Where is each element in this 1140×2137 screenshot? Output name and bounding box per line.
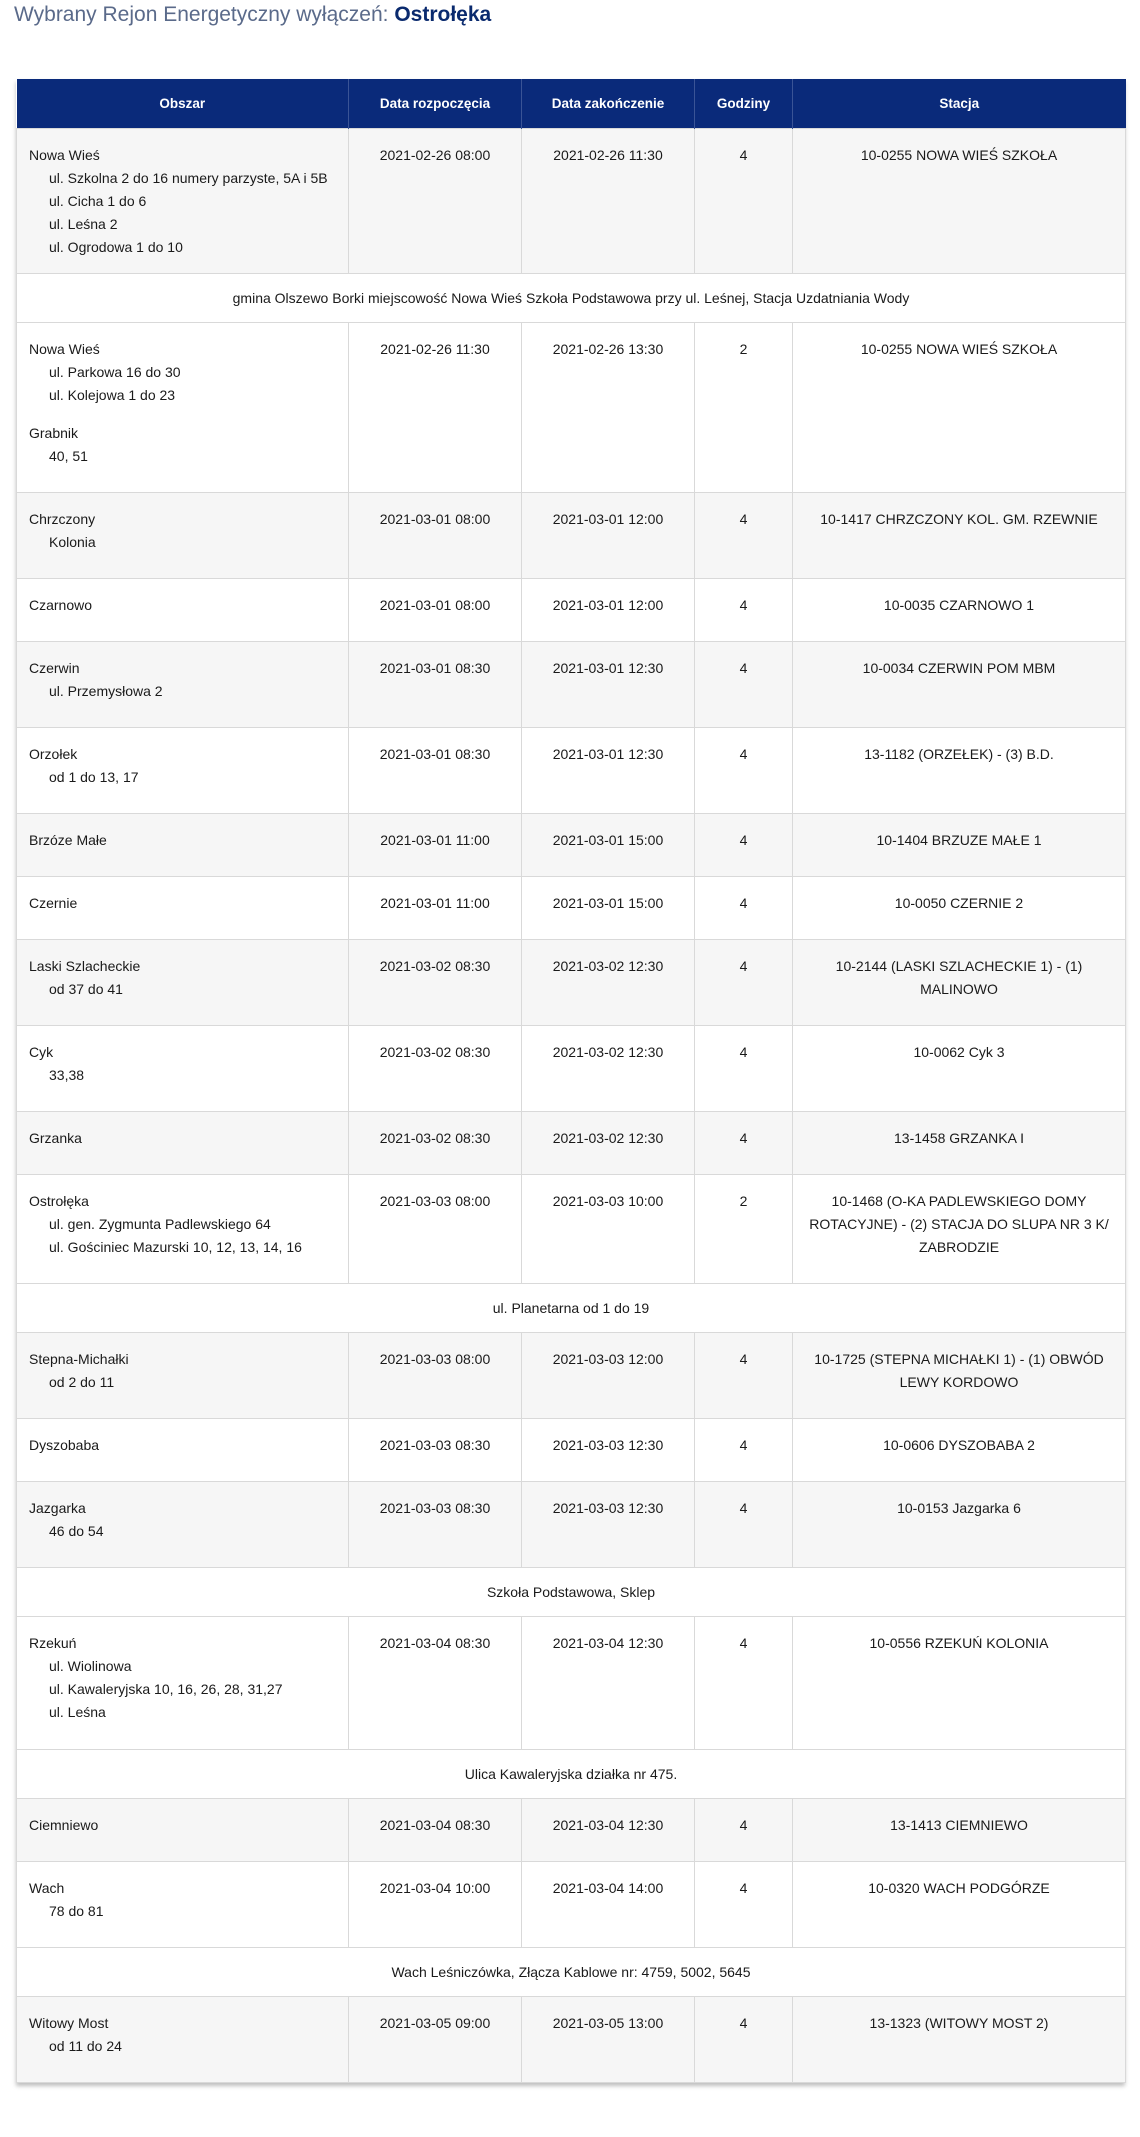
start-date-cell: 2021-02-26 11:30 [349,323,522,493]
header-station: Stacja [793,79,1126,129]
area-cell [17,493,349,579]
header-end-date: Data zakończenie [522,79,695,129]
area-cell [17,1026,349,1112]
station-cell: 13-1182 (ORZEŁEK) - (3) B.D. [793,728,1126,814]
area-detail: Kolonia [49,534,96,550]
area-place: Orzołek [29,746,78,762]
table-row [17,1175,1126,1284]
end-date-cell: 2021-03-01 12:30 [522,728,695,814]
end-date-cell: 2021-03-04 12:30 [522,1617,695,1750]
table-row [17,579,1126,642]
area-place: Nowa Wieś [29,147,100,163]
note-cell: Ulica Kawaleryjska działka nr 475. [17,1750,1126,1799]
start-date-cell: 2021-03-01 08:30 [349,642,522,728]
area-detail: ul. Kolejowa 1 do 23 [49,387,176,403]
start-date-cell: 2021-03-04 10:00 [349,1862,522,1948]
station-cell: 10-1725 (STEPNA MICHAŁKI 1) - (1) OBWÓD LEWY KORDOWO [793,1333,1126,1419]
start-date-cell: 2021-03-01 08:00 [349,579,522,642]
table-row [17,940,1126,1026]
area-place: Ostrołęka [29,1193,89,1209]
area-cell [17,877,349,940]
hours-cell: 4 [695,1862,793,1948]
table-row [17,1997,1126,2083]
area-cell [17,940,349,1026]
area-cell [17,1333,349,1419]
area-cell [17,1997,349,2083]
table-row [17,1419,1126,1482]
station-cell: 10-0606 DYSZOBABA 2 [793,1419,1126,1482]
start-date-cell: 2021-03-02 08:30 [349,1026,522,1112]
note-row [17,1750,1126,1799]
station-cell: 10-0556 RZEKUŃ KOLONIA [793,1617,1126,1750]
area-detail: ul. Kawaleryjska 10, 16, 26, 28, 31,27 [49,1681,283,1697]
station-cell: 10-0320 WACH PODGÓRZE [793,1862,1126,1948]
end-date-cell: 2021-03-03 12:30 [522,1482,695,1568]
hours-cell: 4 [695,877,793,940]
area-cell [17,1482,349,1568]
start-date-cell: 2021-03-01 11:00 [349,814,522,877]
area-place: Wach [29,1880,65,1896]
hours-cell: 2 [695,1175,793,1284]
area-place: Cyk [29,1044,54,1060]
note-row [17,274,1126,323]
area-detail: ul. Cicha 1 do 6 [49,193,147,209]
area-place: Rzekuń [29,1635,77,1651]
start-date-cell: 2021-03-01 08:30 [349,728,522,814]
start-date-cell: 2021-03-03 08:30 [349,1419,522,1482]
table-row [17,493,1126,579]
table-row [17,1026,1126,1112]
area-cell [17,814,349,877]
start-date-cell: 2021-03-05 09:00 [349,1997,522,2083]
end-date-cell: 2021-03-01 12:00 [522,579,695,642]
station-cell: 10-0034 CZERWIN POM MBM [793,642,1126,728]
hours-cell: 4 [695,1617,793,1750]
area-cell [17,1175,349,1284]
end-date-cell: 2021-02-26 13:30 [522,323,695,493]
area-detail: od 37 do 41 [49,981,123,997]
area-cell [17,642,349,728]
start-date-cell: 2021-03-04 08:30 [349,1799,522,1862]
table-row [17,323,1126,493]
area-detail: ul. gen. Zygmunta Padlewskiego 64 [49,1216,271,1232]
table-row [17,1333,1126,1419]
area-detail: ul. Gościniec Mazurski 10, 12, 13, 14, 16 [49,1239,302,1255]
table-row [17,1482,1126,1568]
area-cell [17,1112,349,1175]
station-cell: 10-0255 NOWA WIEŚ SZKOŁA [793,323,1126,493]
area-place: Witowy Most [29,2015,109,2031]
area-detail: ul. Parkowa 16 do 30 [49,364,181,380]
area-place: Jazgarka [29,1500,86,1516]
area-spacer [29,407,336,422]
area-place: Dyszobaba [29,1437,100,1453]
area-detail: od 2 do 11 [49,1374,115,1390]
station-cell: 13-1413 CIEMNIEWO [793,1799,1126,1862]
start-date-cell: 2021-02-26 08:00 [349,129,522,274]
table-row [17,814,1126,877]
hours-cell: 4 [695,728,793,814]
outage-table [16,79,1126,2083]
end-date-cell: 2021-03-03 10:00 [522,1175,695,1284]
hours-cell: 2 [695,323,793,493]
area-cell [17,728,349,814]
station-cell: 10-0153 Jazgarka 6 [793,1482,1126,1568]
hours-cell: 4 [695,1482,793,1568]
hours-cell: 4 [695,493,793,579]
hours-cell: 4 [695,1026,793,1112]
area-place: Brzóze Małe [29,832,107,848]
hours-cell: 4 [695,1799,793,1862]
area-detail: 46 do 54 [49,1523,104,1539]
hours-cell: 4 [695,642,793,728]
area-cell [17,1862,349,1948]
note-cell: ul. Planetarna od 1 do 19 [17,1284,1126,1333]
station-cell: 10-2144 (LASKI SZLACHECKIE 1) - (1) MALINOWO [793,940,1126,1026]
station-cell: 10-1417 CHRZCZONY KOL. GM. RZEWNIE [793,493,1126,579]
area-place: Czarnowo [29,597,93,613]
table-row [17,1862,1126,1948]
hours-cell: 4 [695,1333,793,1419]
hours-cell: 4 [695,1112,793,1175]
area-detail: 78 do 81 [49,1903,104,1919]
area-place: Laski Szlacheckie [29,958,141,974]
area-cell [17,323,349,493]
table-row [17,1112,1126,1175]
area-detail: od 11 do 24 [49,2038,122,2054]
station-cell: 10-0062 Cyk 3 [793,1026,1126,1112]
table-row [17,1799,1126,1862]
header-hours: Godziny [695,79,793,129]
area-detail: ul. Ogrodowa 1 do 10 [49,239,183,255]
area-detail: ul. Wiolinowa [49,1658,132,1674]
table-row [17,728,1126,814]
outage-table-container [16,79,1125,2083]
area-detail: ul. Leśna 2 [49,216,118,232]
note-row [17,1948,1126,1997]
note-cell: Szkoła Podstawowa, Sklep [17,1568,1126,1617]
area-detail: 33,38 [49,1067,85,1083]
note-cell: Wach Leśniczówka, Złącza Kablowe nr: 4759, 5002, 5645 [17,1948,1126,1997]
end-date-cell: 2021-03-03 12:00 [522,1333,695,1419]
end-date-cell: 2021-03-05 13:00 [522,1997,695,2083]
table-row [17,129,1126,274]
station-cell: 10-0035 CZARNOWO 1 [793,579,1126,642]
area-detail: ul. Przemysłowa 2 [49,683,163,699]
area-cell [17,1617,349,1750]
area-detail: 40, 51 [49,448,88,464]
area-cell [17,129,349,274]
hours-cell: 4 [695,1419,793,1482]
table-header-row [17,79,1126,129]
table-row [17,642,1126,728]
note-cell: gmina Olszewo Borki miejscowość Nowa Wieś Szkoła Podstawowa przy ul. Leśnej, Stacja Uzdatniania Wody [17,274,1126,323]
note-row [17,1568,1126,1617]
hours-cell: 4 [695,129,793,274]
page-title [14,2,491,28]
area-detail: ul. Szkolna 2 do 16 numery parzyste, 5A i 5B [49,170,328,186]
table-body [17,129,1126,2083]
station-cell: 13-1323 (WITOWY MOST 2) [793,1997,1126,2083]
area-cell [17,1799,349,1862]
area-detail: od 1 do 13, 17 [49,769,139,785]
start-date-cell: 2021-03-02 08:30 [349,940,522,1026]
area-place: Ciemniewo [29,1817,99,1833]
start-date-cell: 2021-03-04 08:30 [349,1617,522,1750]
station-cell: 10-1468 (O-KA PADLEWSKIEGO DOMY ROTACYJNE) - (2) STACJA DO SLUPA NR 3 K/ ZABRODZIE [793,1175,1126,1284]
station-cell: 13-1458 GRZANKA I [793,1112,1126,1175]
start-date-cell: 2021-03-03 08:00 [349,1175,522,1284]
area-place: Czerwin [29,660,80,676]
end-date-cell: 2021-03-02 12:30 [522,1112,695,1175]
start-date-cell: 2021-03-03 08:30 [349,1482,522,1568]
area-cell [17,1419,349,1482]
end-date-cell: 2021-03-02 12:30 [522,940,695,1026]
area-detail: ul. Leśna [49,1704,106,1720]
end-date-cell: 2021-03-02 12:30 [522,1026,695,1112]
end-date-cell: 2021-02-26 11:30 [522,129,695,274]
hours-cell: 4 [695,579,793,642]
end-date-cell: 2021-03-04 14:00 [522,1862,695,1948]
hours-cell: 4 [695,940,793,1026]
start-date-cell: 2021-03-01 11:00 [349,877,522,940]
hours-cell: 4 [695,814,793,877]
station-cell: 10-0255 NOWA WIEŚ SZKOŁA [793,129,1126,274]
end-date-cell: 2021-03-03 12:30 [522,1419,695,1482]
area-place: Czernie [29,895,78,911]
area-cell [17,579,349,642]
end-date-cell: 2021-03-01 12:30 [522,642,695,728]
start-date-cell: 2021-03-02 08:30 [349,1112,522,1175]
selected-region: Ostrołęka [394,3,492,26]
end-date-cell: 2021-03-01 12:00 [522,493,695,579]
end-date-cell: 2021-03-04 12:30 [522,1799,695,1862]
note-row [17,1284,1126,1333]
station-cell: 10-0050 CZERNIE 2 [793,877,1126,940]
end-date-cell: 2021-03-01 15:00 [522,814,695,877]
station-cell: 10-1404 BRZUZE MAŁE 1 [793,814,1126,877]
table-row [17,1617,1126,1750]
start-date-cell: 2021-03-01 08:00 [349,493,522,579]
header-obszar: Obszar [17,79,349,129]
start-date-cell: 2021-03-03 08:00 [349,1333,522,1419]
page-title-prefix: Wybrany Rejon Energetyczny wyłączeń: [14,3,389,26]
hours-cell: 4 [695,1997,793,2083]
area-place: Grzanka [29,1130,82,1146]
end-date-cell: 2021-03-01 15:00 [522,877,695,940]
area-place: Grabnik [29,425,79,441]
area-place: Chrzczony [29,511,96,527]
area-place: Stepna-Michałki [29,1351,129,1367]
table-row [17,877,1126,940]
header-start-date: Data rozpoczęcia [349,79,522,129]
area-place: Nowa Wieś [29,341,100,357]
